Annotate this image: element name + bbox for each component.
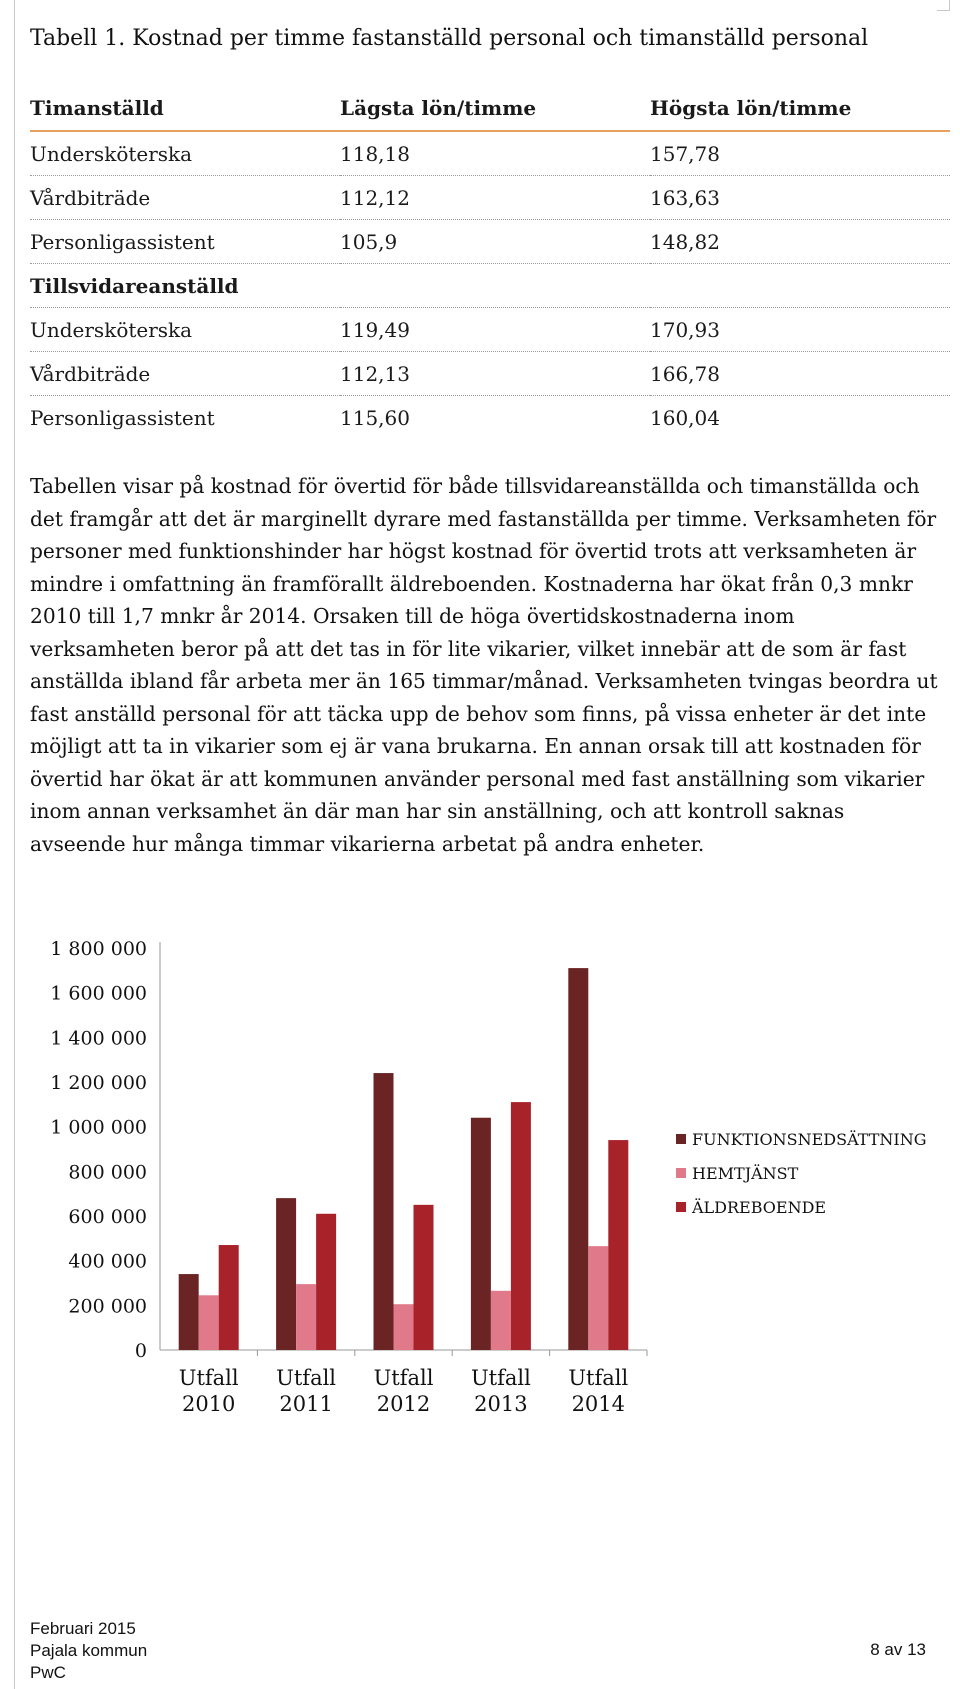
table-row bbox=[30, 176, 950, 220]
group-label: Tillsvidareanställd bbox=[30, 264, 340, 308]
table-cell: Personligassistent bbox=[30, 405, 215, 430]
table-cell: 112,13 bbox=[340, 352, 650, 396]
x-tick-label: 2013 bbox=[474, 1392, 528, 1416]
x-tick-label: 2012 bbox=[376, 1392, 431, 1416]
table-cell: 170,93 bbox=[650, 308, 950, 352]
table-cell: 105,9 bbox=[340, 220, 650, 264]
bar bbox=[608, 1140, 628, 1350]
y-tick-label: 0 bbox=[134, 1340, 147, 1362]
header-cell: Timanställd bbox=[30, 86, 340, 131]
y-tick-label: 1 800 000 bbox=[50, 938, 147, 960]
page-number: 8 av 13 bbox=[870, 1640, 926, 1659]
table-cell: Vårdbiträde bbox=[30, 352, 340, 396]
y-tick-label: 800 000 bbox=[68, 1161, 147, 1184]
corner-mark bbox=[937, 0, 950, 11]
table-cell: Vårdbiträde bbox=[30, 176, 340, 220]
bar bbox=[296, 1284, 316, 1350]
table-cell: 166,78 bbox=[650, 352, 950, 396]
x-tick-label: 2010 bbox=[181, 1392, 236, 1416]
bar bbox=[588, 1246, 608, 1350]
x-tick-label: 2014 bbox=[571, 1392, 626, 1416]
bar bbox=[316, 1214, 336, 1350]
y-tick-label: 1 200 000 bbox=[50, 1072, 147, 1094]
legend-swatch bbox=[676, 1202, 686, 1212]
table-cell: 118,18 bbox=[340, 131, 650, 176]
table-row bbox=[30, 220, 950, 264]
table-cell: 157,78 bbox=[650, 131, 950, 176]
bar bbox=[511, 1102, 531, 1350]
x-tick-label: Utfall bbox=[568, 1366, 629, 1390]
table-caption: Tabell 1. Kostnad per timme fastanställd personal och timanställd personal bbox=[30, 26, 869, 51]
bar bbox=[179, 1274, 199, 1350]
y-tick-label: 400 000 bbox=[68, 1250, 147, 1273]
x-tick-label: 2011 bbox=[279, 1392, 333, 1416]
body-paragraph: Tabellen visar på kostnad för övertid för både tillsvidareanställda och timanställda och det framgår att det är marginellt dyrare med fastanställda per timme. Verksamheten för personer med funktionshinder har högst kostnad för övertid trots att verksamheten är mindre i omfattning än framförallt äldreboenden. Kostnaderna har ökat från 0,3 mnkr 2010 till 1,7 mnkr år 2014. Orsaken till de höga övertidskostnaderna inom verksamheten beror på att det tas in för lite vikarier, vilket innebär att de som är fast anställda ibland får arbeta mer än 165 timmar/månad. Verksamheten tvingas beordra ut fast anställd personal för att täcka upp de behov som finns, på vissa enheter är det inte möjligt att ta in vikarier som ej är vana brukarna. En annan orsak till att kostnaden för övertid har ökat är att kommunen använder personal med fast anställning som vikarier inom annan verksamhet än där man har sin anställning, och att kontroll saknas avseende hur många timmar vikarierna arbetat på andra enheter. bbox=[30, 474, 938, 856]
bar-chart bbox=[0, 910, 960, 1430]
header-cell: Högsta lön/timme bbox=[650, 86, 950, 131]
cost-table bbox=[30, 86, 950, 439]
x-tick-label: Utfall bbox=[373, 1366, 434, 1390]
bar bbox=[414, 1205, 434, 1350]
table-group-row bbox=[30, 264, 950, 308]
y-tick-label: 1 000 000 bbox=[50, 1116, 147, 1139]
table-cell: 160,04 bbox=[650, 405, 720, 430]
table-cell bbox=[650, 264, 950, 308]
table-cell bbox=[340, 264, 650, 308]
table-cell: 148,82 bbox=[650, 220, 950, 264]
footer-author: PwC bbox=[30, 1663, 66, 1682]
table-row bbox=[30, 308, 950, 352]
footer bbox=[30, 1618, 147, 1684]
bar bbox=[374, 1073, 394, 1350]
y-tick-label: 1 400 000 bbox=[50, 1027, 147, 1050]
bar bbox=[491, 1291, 511, 1350]
bar bbox=[219, 1245, 239, 1350]
bar bbox=[199, 1295, 219, 1350]
table-row bbox=[30, 131, 950, 176]
legend-swatch bbox=[676, 1168, 686, 1178]
bar bbox=[471, 1118, 491, 1350]
table-cell: Undersköterska bbox=[30, 131, 340, 176]
x-tick-label: Utfall bbox=[276, 1366, 337, 1390]
legend-swatch bbox=[676, 1134, 686, 1144]
y-tick-label: 600 000 bbox=[68, 1206, 147, 1228]
table-cell: Undersköterska bbox=[30, 308, 340, 352]
table-cell: Personligassistent bbox=[30, 220, 340, 264]
bar bbox=[276, 1198, 296, 1350]
table-row bbox=[30, 352, 950, 396]
table-row bbox=[30, 396, 950, 440]
table-cell: 112,12 bbox=[340, 176, 650, 220]
x-tick-label: Utfall bbox=[178, 1366, 239, 1390]
table-cell: 163,63 bbox=[650, 176, 950, 220]
footer-date: Februari 2015 bbox=[30, 1619, 136, 1638]
y-tick-label: 1 600 000 bbox=[50, 982, 147, 1005]
table-cell: 115,60 bbox=[340, 405, 410, 430]
table-cell: 119,49 bbox=[340, 308, 650, 352]
header-cell: Lägsta lön/timme bbox=[340, 86, 650, 131]
bar bbox=[568, 968, 588, 1350]
legend-label: HEMTJÄNST bbox=[692, 1164, 799, 1183]
legend-label: ÄLDREBOENDE bbox=[692, 1198, 827, 1217]
table-header-row bbox=[30, 86, 950, 131]
legend-label: FUNKTIONSNEDSÄTTNING bbox=[692, 1130, 927, 1149]
bar bbox=[394, 1304, 414, 1350]
x-tick-label: Utfall bbox=[470, 1366, 531, 1390]
footer-organization: Pajala kommun bbox=[30, 1641, 148, 1660]
y-tick-label: 200 000 bbox=[68, 1295, 147, 1318]
